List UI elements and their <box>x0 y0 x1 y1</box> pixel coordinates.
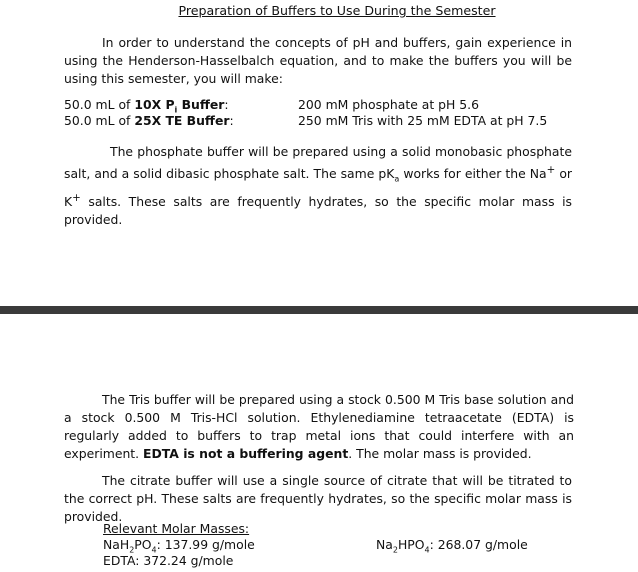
tris-paragraph: The Tris buffer will be prepared using a stock 0.500 M Tris base solution and a stock 0.500 M Tris-HCl solution. Ethylenediamine tetraacetate (EDTA) is regularly added to buffers to trap metal ions that could interfere with an experiment. EDTA is not a buffering agent. The molar mass is provided. <box>64 392 574 461</box>
molar-mass-edta: EDTA: 372.24 g/mole <box>103 553 234 568</box>
buffer-description: 200 mM phosphate at pH 5.6 <box>298 97 479 112</box>
page-divider <box>0 306 638 314</box>
phosphate-paragraph: The phosphate buffer will be prepared using a solid monobasic phosphate salt, and a solid dibasic phosphate salt. The same $pK_a$ works for either the Na+ or K+ salts. These salts are frequently hydrates, so the specific molar mass is provided. <box>64 144 572 227</box>
intro-paragraph: In order to understand the concepts of pH and buffers, gain experience in using the Henderson-Hasselbalch equation, and to make the buffers you will be using this semester, you will make: <box>64 35 572 86</box>
molar-masses-heading: Relevant Molar Masses: <box>103 521 250 536</box>
molar-mass-nah2po4: $NaH_2PO_4$: 137.99 g/mole <box>103 537 255 555</box>
buffer-name: 10X $P_i$ Buffer <box>134 97 225 115</box>
buffer-row-25x-te: 50.0 mL of 25X TE Buffer: 250 mM Tris with 25 mM EDTA at pH 7.5 <box>64 113 548 128</box>
buffer-description: 250 mM Tris with 25 mM EDTA at pH 7.5 <box>298 113 548 128</box>
buffer-row-10x-pi: 50.0 mL of 10X $P_i$ Buffer: 200 mM phosphate at pH 5.6 <box>64 97 479 115</box>
buffer-volume: 50.0 mL of <box>64 97 135 112</box>
page-title: Preparation of Buffers to Use During the Semester <box>178 3 496 18</box>
buffer-volume: 50.0 mL of <box>64 113 135 128</box>
molar-mass-na2hpo4: $Na_2HPO_4$: 268.07 g/mole <box>376 537 528 555</box>
citrate-paragraph: The citrate buffer will use a single source of citrate that will be titrated to the correct pH. These salts are frequently hydrates, so the specific molar mass is provided. <box>64 473 572 524</box>
buffer-name: 25X TE Buffer <box>134 113 230 128</box>
